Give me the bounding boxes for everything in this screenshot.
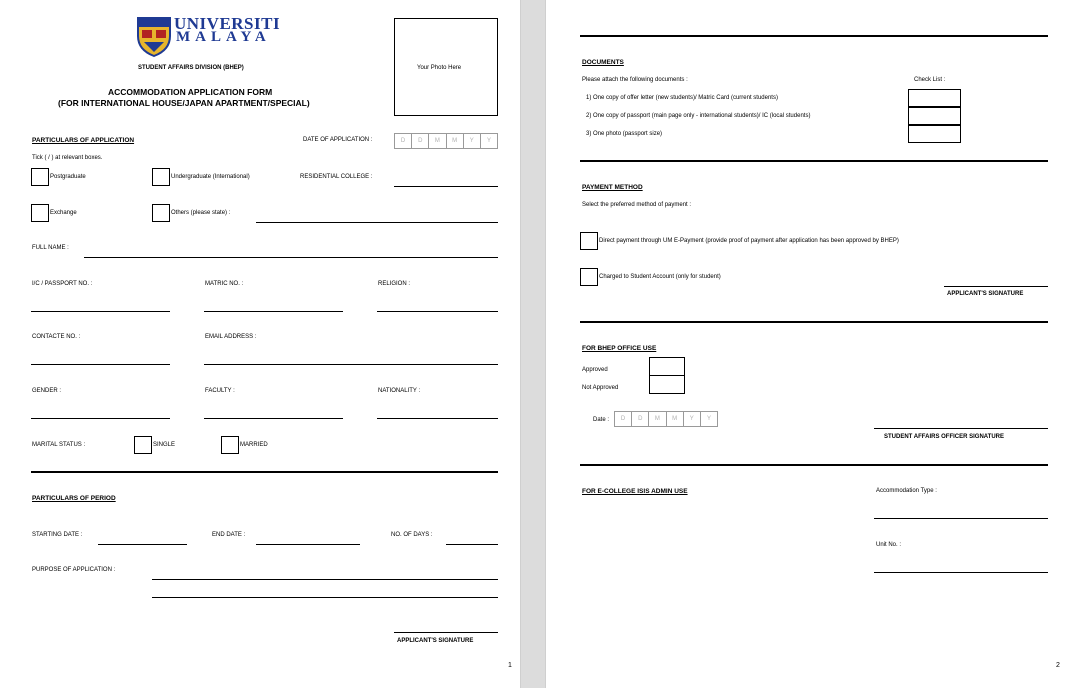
unit-no-field[interactable] — [874, 572, 1048, 573]
section-divider — [31, 471, 498, 473]
email-field[interactable] — [204, 364, 498, 365]
date-cell: M — [649, 412, 666, 426]
single-checkbox[interactable] — [134, 436, 152, 454]
section-title-application: PARTICULARS OF APPLICATION — [32, 137, 135, 144]
ic-passport-field[interactable] — [31, 311, 170, 312]
undergraduate-checkbox[interactable] — [152, 168, 170, 186]
university-name-line1: UNIVERSITI — [174, 14, 281, 33]
matric-label: MATRIC NO. : — [205, 281, 244, 287]
date-cell: D — [412, 134, 429, 148]
section-divider — [580, 464, 1048, 466]
others-field[interactable] — [256, 222, 498, 223]
section-title-period: PARTICULARS OF PERIOD — [32, 495, 116, 502]
university-crest-icon — [136, 16, 172, 63]
office-date-input[interactable] — [614, 411, 718, 427]
checklist-box-3[interactable] — [908, 125, 961, 143]
photo-label: Your Photo Here — [417, 65, 462, 71]
date-cell: M — [447, 134, 464, 148]
form-title: ACCOMMODATION APPLICATION FORM — [108, 87, 273, 97]
contact-field[interactable] — [31, 364, 170, 365]
contact-label: CONTACTE NO. : — [32, 334, 81, 340]
date-cell: Y — [684, 412, 701, 426]
documents-intro: Please attach the following documents : — [582, 77, 688, 83]
religion-label: RELIGION : — [378, 281, 411, 287]
page-2 — [546, 0, 1080, 688]
gender-label: GENDER : — [32, 388, 62, 394]
date-cell: Y — [464, 134, 481, 148]
section-divider — [580, 35, 1048, 37]
photo-box — [394, 18, 498, 116]
full-name-field[interactable] — [84, 257, 498, 258]
faculty-field[interactable] — [204, 418, 343, 419]
exchange-checkbox[interactable] — [31, 204, 49, 222]
married-label: MARRIED — [240, 442, 268, 448]
approved-checkbox[interactable] — [649, 357, 685, 376]
section-title-payment: PAYMENT METHOD — [582, 184, 643, 191]
date-of-application-label: DATE OF APPLICATION : — [303, 137, 373, 143]
officer-signature-label: STUDENT AFFAIRS OFFICER SIGNATURE — [884, 434, 1004, 440]
purpose-field-1[interactable] — [152, 579, 498, 580]
not-approved-label: Not Approved — [582, 385, 619, 391]
date-of-application-input[interactable] — [394, 133, 498, 149]
matric-field[interactable] — [204, 311, 343, 312]
checklist-box-1[interactable] — [908, 89, 961, 107]
page-1 — [0, 0, 520, 688]
division-name: STUDENT AFFAIRS DIVISION (BHEP) — [138, 65, 244, 71]
ic-passport-label: I/C / PASSPORT NO. : — [32, 281, 93, 287]
postgraduate-label: Postgraduate — [50, 174, 86, 180]
unit-no-label: Unit No. : — [876, 542, 902, 548]
nationality-label: NATIONALITY : — [378, 388, 421, 394]
date-cell: D — [615, 412, 632, 426]
form-subtitle: (FOR INTERNATIONAL HOUSE/JAPAN APARTMENT/SPECIAL) — [58, 98, 310, 108]
others-checkbox[interactable] — [152, 204, 170, 222]
epayment-label: Direct payment through UM E-Payment (provide proof of payment after application has been approved by BHEP) — [599, 238, 899, 244]
checklist-label: Check List : — [914, 77, 946, 83]
residential-college-field[interactable] — [394, 186, 498, 187]
exchange-label: Exchange — [50, 210, 77, 216]
starting-date-label: STARTING DATE : — [32, 532, 83, 538]
section-title-office: FOR BHEP OFFICE USE — [582, 345, 657, 352]
approved-label: Approved — [582, 367, 608, 373]
university-name-line2: MALAYA — [176, 29, 271, 45]
section-divider — [580, 160, 1048, 162]
section-title-documents: DOCUMENTS — [582, 59, 624, 66]
starting-date-field[interactable] — [98, 544, 187, 545]
faculty-label: FACULTY : — [205, 388, 235, 394]
single-label: SINGLE — [153, 442, 176, 448]
accommodation-type-label: Accommodation Type : — [876, 488, 937, 494]
date-cell: M — [667, 412, 684, 426]
purpose-field-2[interactable] — [152, 597, 498, 598]
email-label: EMAIL ADDRESS : — [205, 334, 257, 340]
document-item-1: 1) One copy of offer letter (new students)/ Matric Card (current students) — [586, 95, 778, 101]
page-number: 1 — [508, 662, 512, 669]
end-date-label: END DATE : — [212, 532, 246, 538]
date-cell: D — [632, 412, 649, 426]
marital-status-label: MARITAL STATUS : — [32, 442, 86, 448]
payment-signature-label: APPLICANT'S SIGNATURE — [947, 291, 1024, 297]
end-date-field[interactable] — [256, 544, 360, 545]
gender-field[interactable] — [31, 418, 170, 419]
epayment-checkbox[interactable] — [580, 232, 598, 250]
document-item-2: 2) One copy of passport (main page only - international students)/ IC (local students) — [586, 113, 811, 119]
undergraduate-label: Undergraduate (International) — [171, 174, 250, 180]
applicant-signature-line[interactable] — [394, 632, 498, 633]
payment-signature-line[interactable] — [944, 286, 1048, 287]
document-item-3: 3) One photo (passport size) — [586, 131, 663, 137]
checklist-box-2[interactable] — [908, 107, 961, 125]
others-label: Others (please state) : — [171, 210, 231, 216]
date-cell: Y — [486, 138, 491, 144]
payment-intro: Select the preferred method of payment : — [582, 202, 692, 208]
applicant-signature-label: APPLICANT'S SIGNATURE — [397, 638, 474, 644]
purpose-label: PURPOSE OF APPLICATION : — [32, 567, 116, 573]
date-cell: Y — [706, 416, 711, 422]
office-date-label: Date : — [593, 417, 610, 423]
section-divider — [580, 321, 1048, 323]
postgraduate-checkbox[interactable] — [31, 168, 49, 186]
residential-college-label: RESIDENTIAL COLLEGE : — [300, 174, 373, 180]
no-of-days-label: NO. OF DAYS : — [391, 532, 433, 538]
accommodation-type-field[interactable] — [874, 518, 1048, 519]
page-gap — [520, 0, 546, 688]
student-account-label: Charged to Student Account (only for student) — [599, 274, 721, 280]
section-title-ecollege: FOR E-COLLEGE ISIS ADMIN USE — [582, 488, 688, 495]
not-approved-checkbox[interactable] — [649, 375, 685, 394]
tick-note: Tick ( / ) at relevant boxes. — [32, 155, 103, 161]
page-number: 2 — [1056, 662, 1060, 669]
date-cell: M — [429, 134, 446, 148]
married-checkbox[interactable] — [221, 436, 239, 454]
date-cell: D — [395, 134, 412, 148]
student-account-checkbox[interactable] — [580, 268, 598, 286]
no-of-days-field[interactable] — [446, 544, 498, 545]
religion-field[interactable] — [377, 311, 498, 312]
full-name-label: FULL NAME : — [32, 245, 69, 251]
officer-signature-line[interactable] — [874, 428, 1048, 429]
nationality-field[interactable] — [377, 418, 498, 419]
